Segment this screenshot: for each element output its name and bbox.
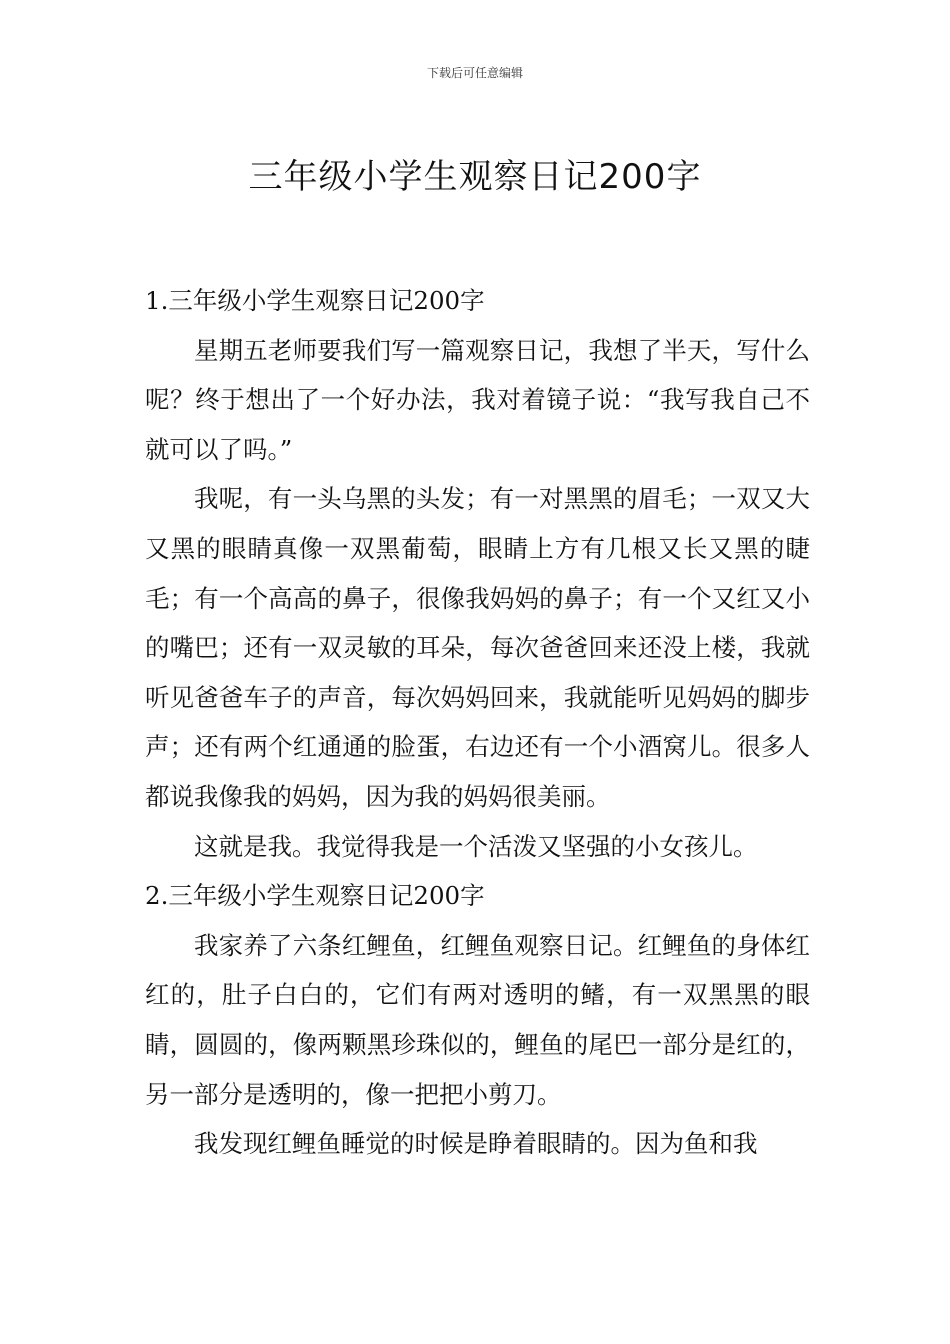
section-2-paragraph-1: 我家养了六条红鲤鱼，红鲤鱼观察日记。红鲤鱼的身体红红的，肚子白白的，它们有两对透明的鳍，有一双黑黑的眼睛，圆圆的，像两颗黑珍珠似的，鲤鱼的尾巴一部分是红的，另一部分是透明的，像一把把小剪刀。 xyxy=(145,930,810,1109)
document-title: 三年级小学生观察日记200字 xyxy=(248,156,702,197)
section-2-paragraph-2: 我发现红鲤鱼睡觉的时候是睁着眼睛的。因为鱼和我 xyxy=(194,1129,758,1159)
section-heading-2: 2.三年级小学生观察日记200字 xyxy=(145,881,485,911)
section-heading-1: 1.三年级小学生观察日记200字 xyxy=(145,286,485,315)
header-note: 下载后可任意编辑 xyxy=(426,66,523,80)
document-body xyxy=(145,276,810,1169)
section-1-paragraph-2: 我呢，有一头乌黑的头发；有一对黑黑的眉毛；一双又大又黑的眼睛真像一双黑葡萄，眼睛上方有几根又长又黑的睫毛；有一个高高的鼻子，很像我妈妈的鼻子；有一个又红又小的嘴巴；还有一双灵敏的耳朵，每次爸爸回来还没上楼，我就听见爸爸车子的声音，每次妈妈回来，我就能听见妈妈的脚步声；还有两个红通通的脸蛋，右边还有一个小酒窝儿。很多人都说我像我的妈妈，因为我的妈妈很美丽。 xyxy=(145,484,810,811)
section-1-paragraph-3: 这就是我。我觉得我是一个活泼又坚强的小女孩儿。 xyxy=(194,831,758,861)
section-1-paragraph-1: 星期五老师要我们写一篇观察日记，我想了半天，写什么呢？终于想出了一个好办法，我对着镜子说：“我写我自己不就可以了吗。” xyxy=(145,335,810,464)
